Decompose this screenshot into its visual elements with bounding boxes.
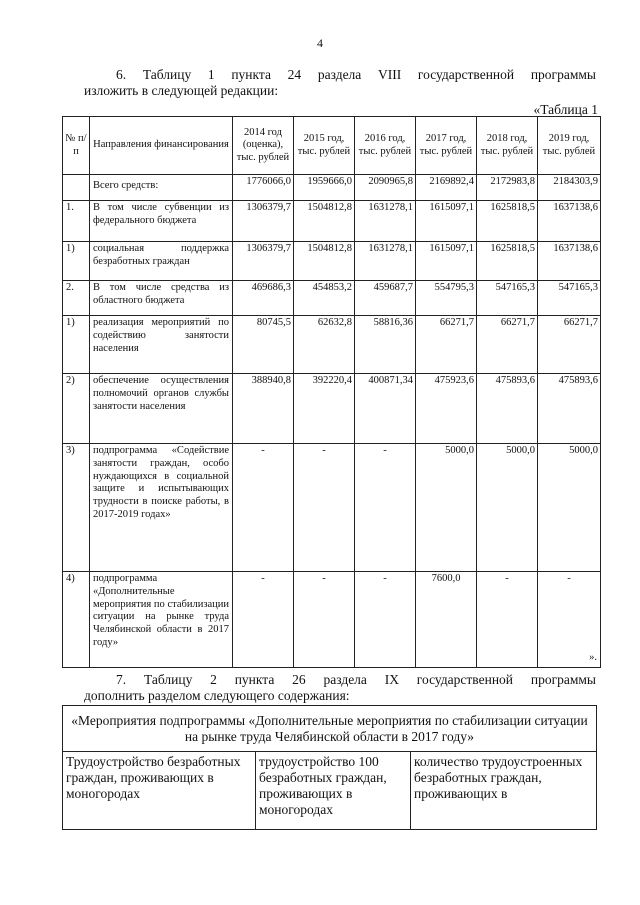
measures-title-row — [63, 706, 597, 752]
value-cell: 1959666,0 — [294, 175, 355, 201]
value-cell: 459687,7 — [355, 281, 416, 316]
value-cell: - — [294, 572, 355, 668]
value-cell: 58816,36 — [355, 316, 416, 374]
measures-row — [63, 752, 597, 830]
value-cell: - — [233, 444, 294, 572]
value-cell: - — [355, 444, 416, 572]
table-row-subprogram-2017-2019 — [63, 444, 601, 572]
row-num: 1) — [63, 316, 90, 374]
value-cell: 7600,0 — [416, 572, 477, 668]
row-label: Всего средств: — [90, 175, 233, 201]
row-label: обеспечение осуществления полномочий органов службы занятости населения — [90, 374, 233, 444]
measure-name: Трудоустройство безработных граждан, проживающих в моногородах — [63, 752, 256, 830]
value-cell: 2169892,4 — [416, 175, 477, 201]
value-cell: 66271,7 — [416, 316, 477, 374]
value-cell: 392220,4 — [294, 374, 355, 444]
measure-indicator: количество трудоустроенных безработных граждан, проживающих в — [411, 752, 597, 830]
value-cell: 1615097,1 — [416, 201, 477, 242]
value-cell: 1637138,6 — [538, 201, 601, 242]
row-label: подпрограмма «Содействие занятости граждан, особо нуждающихся в социальной защите и испытывающих трудности в поиске работы, в 2017-2019 годах» — [90, 444, 233, 572]
value-cell: 469686,3 — [233, 281, 294, 316]
row-num: 1. — [63, 201, 90, 242]
value-cell: 1504812,8 — [294, 242, 355, 281]
table-row-subprogram-2017 — [63, 572, 601, 668]
paragraph-6-rest: изложить в следующей редакции: — [84, 83, 279, 98]
value-cell: 1631278,1 — [355, 201, 416, 242]
row-num — [63, 175, 90, 201]
table-1-caption: «Таблица 1 — [533, 102, 598, 117]
table-row-total — [63, 175, 601, 201]
value-cell: 554795,3 — [416, 281, 477, 316]
value-cell: 400871,34 — [355, 374, 416, 444]
header-year-2014: 2014 год (оценка), тыс. рублей — [233, 117, 294, 175]
table-row-federal-subventions — [63, 201, 601, 242]
paragraph-7-rest: дополнить разделом следующего содержания: — [84, 688, 350, 703]
value-cell: - — [233, 572, 294, 668]
header-num: № п/п — [63, 117, 90, 175]
value-cell: 5000,0 — [416, 444, 477, 572]
value-cell: 1625818,5 — [477, 201, 538, 242]
row-label: В том числе субвенции из федерального бюджета — [90, 201, 233, 242]
financing-table — [62, 116, 601, 668]
table-header-row — [63, 117, 601, 175]
header-year-2015: 2015 год, тыс. рублей — [294, 117, 355, 175]
value-cell — [538, 572, 601, 668]
row-num: 1) — [63, 242, 90, 281]
paragraph-7 — [84, 672, 596, 704]
value-cell: 1637138,6 — [538, 242, 601, 281]
row-num: 3) — [63, 444, 90, 572]
header-direction: Направления финансирования — [90, 117, 233, 175]
page-number: 4 — [317, 36, 323, 50]
value-cell: 5000,0 — [538, 444, 601, 572]
value-cell: 1631278,1 — [355, 242, 416, 281]
value-cell: 475893,6 — [538, 374, 601, 444]
value-cell: 1306379,7 — [233, 242, 294, 281]
table-row-social-support — [63, 242, 601, 281]
value-cell: 62632,8 — [294, 316, 355, 374]
header-year-2017: 2017 год, тыс. рублей — [416, 117, 477, 175]
measure-target: трудоустройство 100 безработных граждан, проживающих в моногородах — [256, 752, 411, 830]
table-row-regional-budget — [63, 281, 601, 316]
value-cell: 66271,7 — [477, 316, 538, 374]
header-year-2018: 2018 год, тыс. рублей — [477, 117, 538, 175]
paragraph-7-first-line: 7. Таблицу 2 пункта 26 раздела IX государственной программы — [116, 672, 596, 687]
row-num: 4) — [63, 572, 90, 668]
value-cell: 547165,3 — [538, 281, 601, 316]
value-cell: - — [355, 572, 416, 668]
table-row-employment-measures — [63, 316, 601, 374]
value-cell: 475923,6 — [416, 374, 477, 444]
value-cell: 5000,0 — [477, 444, 538, 572]
value-cell: 1504812,8 — [294, 201, 355, 242]
row-num: 2) — [63, 374, 90, 444]
row-num: 2. — [63, 281, 90, 316]
row-label: социальная поддержка безработных граждан — [90, 242, 233, 281]
value-cell: - — [294, 444, 355, 572]
paragraph-6-first-line: 6. Таблицу 1 пункта 24 раздела VIII государственной программы — [116, 67, 596, 82]
value-cell: 547165,3 — [477, 281, 538, 316]
measures-title: «Мероприятия подпрограммы «Дополнительные мероприятия по стабилизации ситуации на рынке труда Челябинской области в 2017 году» — [63, 706, 597, 752]
value-cell: 1615097,1 — [416, 242, 477, 281]
value-cell: 2184303,9 — [538, 175, 601, 201]
value-text: - — [567, 573, 571, 584]
value-cell: 1776066,0 — [233, 175, 294, 201]
closing-quote: ». — [589, 652, 597, 664]
value-cell: 2172983,8 — [477, 175, 538, 201]
table-row-employment-service — [63, 374, 601, 444]
header-year-2019: 2019 год, тыс. рублей — [538, 117, 601, 175]
value-cell: 2090965,8 — [355, 175, 416, 201]
value-cell: 454853,2 — [294, 281, 355, 316]
row-label: реализация мероприятий по содействию занятости населения — [90, 316, 233, 374]
row-label: подпрограмма «Дополнительные мероприятия по стабилизации ситуации на рынке труда Челябинской области в 2017 году» — [90, 572, 233, 668]
value-cell: 80745,5 — [233, 316, 294, 374]
value-cell: 475893,6 — [477, 374, 538, 444]
value-cell: 66271,7 — [538, 316, 601, 374]
paragraph-6 — [84, 67, 596, 99]
value-cell: 1306379,7 — [233, 201, 294, 242]
value-cell: 388940,8 — [233, 374, 294, 444]
row-label: В том числе средства из областного бюджета — [90, 281, 233, 316]
value-cell: - — [477, 572, 538, 668]
measures-table — [62, 705, 597, 830]
header-year-2016: 2016 год, тыс. рублей — [355, 117, 416, 175]
value-cell: 1625818,5 — [477, 242, 538, 281]
